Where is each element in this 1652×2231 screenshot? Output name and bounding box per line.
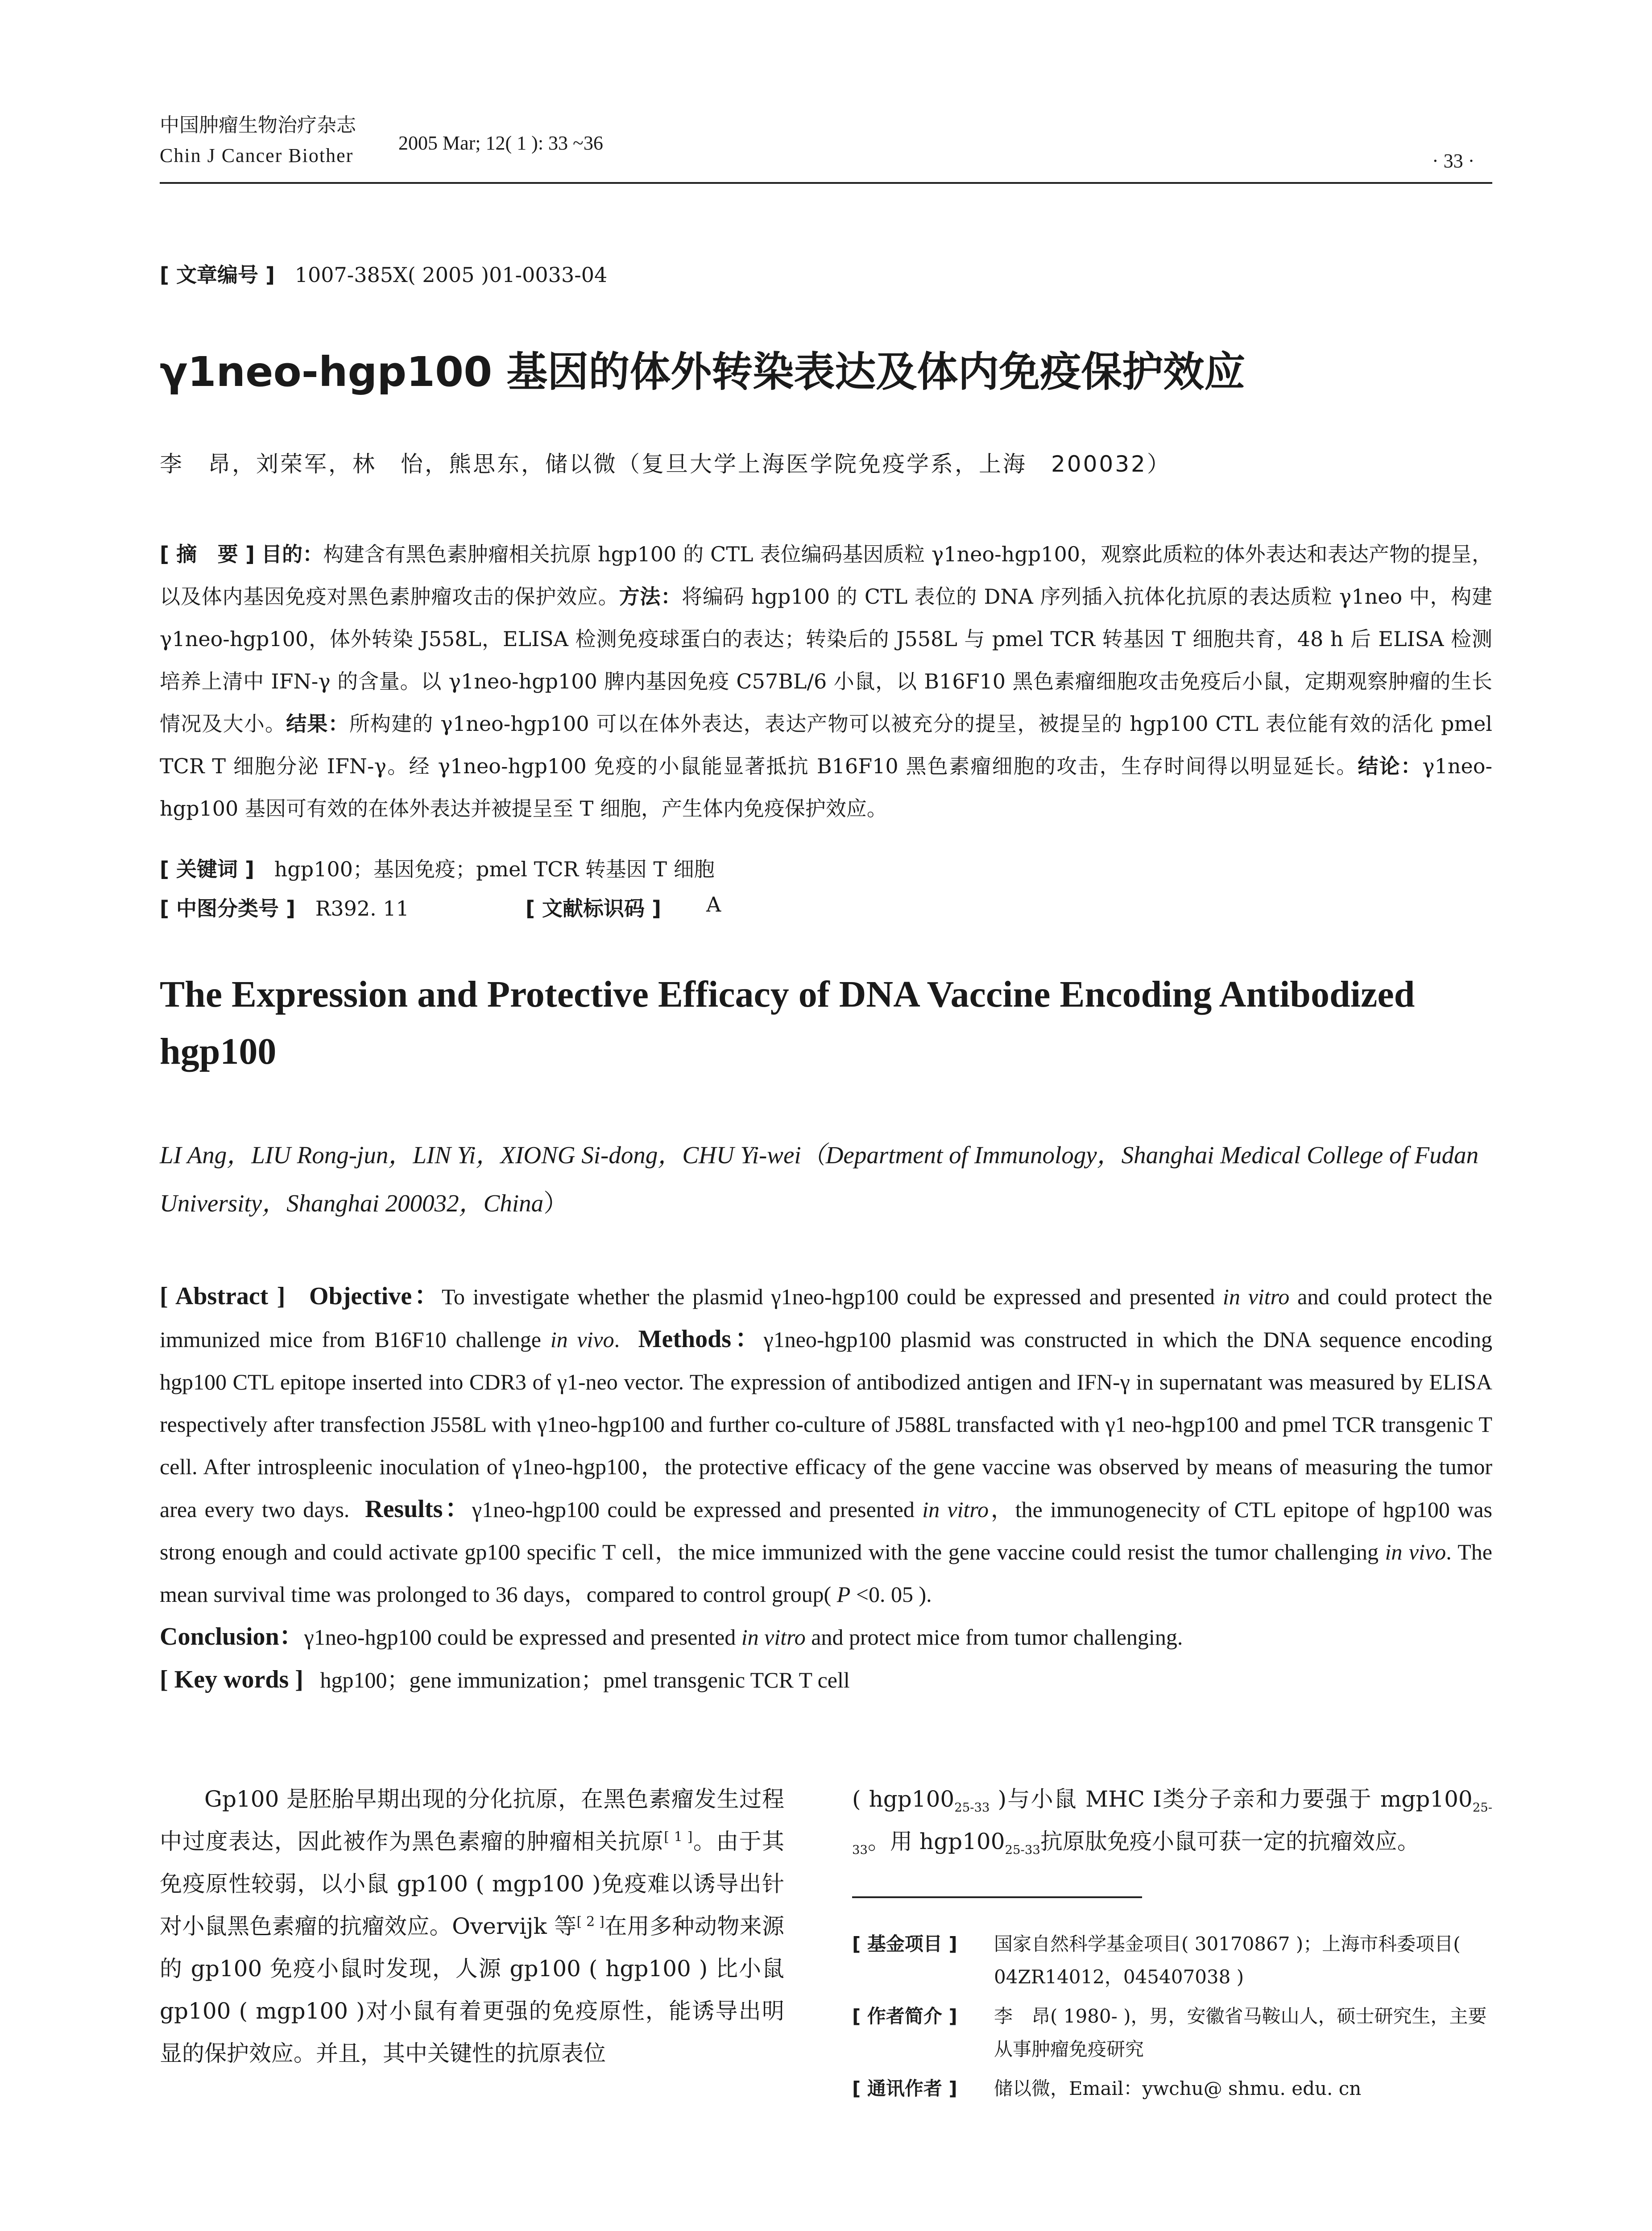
abstract-en-results-c: . The mean survival time was prolonged to 36 days，compared to control group(	[160, 1539, 1493, 1607]
body-p1-b: 。由于其免疫原性较弱，以小鼠 gp100 ( mgp100 )免疫难以诱导出针对小鼠黑色素瘤的抗瘤效应。Overvijk 等	[160, 1829, 784, 1939]
body-right-b: )与小鼠 MHC Ⅰ类分子亲和力要强于 mgp100	[990, 1786, 1473, 1812]
abstract-cn-conclusion: γ1neo-hgp100 基因可有效的在体外表达并被提呈至 T 细胞，产生体内免疫保护效应。	[160, 754, 1493, 821]
abstract-en-objective-c: .	[614, 1327, 620, 1352]
authors-en-close: ）	[543, 1190, 568, 1217]
footnote-author	[852, 2000, 1492, 2066]
authors-cn: 李 昂，刘荣军，林 怡，熊思东，储以微（复旦大学上海医学院免疫学系，上海 200032）	[160, 451, 1171, 477]
doc-code-value: A	[706, 892, 721, 916]
keywords-cn-text: hgp100；基因免疫；pmel TCR 转基因 T 细胞	[274, 857, 715, 881]
footnote-rule	[852, 1896, 1142, 1898]
footnote-fund	[852, 1928, 1492, 1994]
abstract-en-results-a: γ1neo-hgp100 could be expressed and presented	[472, 1497, 923, 1522]
abstract-cn	[160, 533, 1492, 830]
abstract-cn-results-label: 结果：	[286, 712, 349, 736]
abstract-en-conclusion-b: and protect mice from tumor challenging.	[805, 1625, 1183, 1650]
author-bio-label: [ 作者简介 ]	[852, 2005, 957, 2027]
clc-label: [ 中图分类号 ]	[160, 896, 296, 921]
corresponding-text: 储以微，Email：ywchu@ shmu. edu. cn	[994, 2078, 1362, 2099]
abstract-en-in-vivo-1: in vivo	[550, 1327, 614, 1352]
abstract-en-methods-label: Methods：	[638, 1325, 764, 1353]
journal-name-en: Chin J Cancer Biother	[160, 145, 354, 166]
article-number-label: [ 文章编号 ]	[160, 263, 275, 287]
classification	[160, 892, 1052, 922]
abstract-en-objective-b: and could protect the immunized mice from B16F10 challenge	[160, 1284, 1493, 1352]
abstract-cn-conclusion-label: 结论：	[1358, 754, 1423, 778]
abstract-cn-label: [ 摘 要 ]	[160, 542, 255, 566]
abstract-en-in-vivo-2: in vivo	[1385, 1539, 1446, 1564]
body-p1-c: 在用多种动物来源的 gp100 免疫小鼠时发现，人源 gp100 ( hgp100 ) 比小鼠 gp100 ( mgp100 )对小鼠有着更强的免疫原性，能诱导出明显的保护效应。并且，其中关键性的抗原表位	[160, 1913, 784, 2066]
article-number	[160, 259, 607, 288]
citation-2: [ 2 ]	[576, 1914, 604, 1930]
abstract-en-methods: γ1neo-hgp100 plasmid was constructed in which the DNA sequence encoding hgp100 CTL epitope inserted into CDR3 of γ1-neo vector. The expression of antibodized antigen and IFN-γ in supernatant was measured by ELISA respectively after transfection J558L with γ1neo-hgp100 and further co-culture of J588L transfacted with γ1 neo-hgp100 and pmel TCR transgenic T cell. After introspleenic inoculation of γ1neo-hgp100，the protective efficacy of the gene vaccine was observed by means of measuring the tumor area every two days.	[160, 1327, 1493, 1522]
abstract-cn-objective: 构建含有黑色素肿瘤相关抗原 hgp100 的 CTL 表位编码基因质粒 γ1neo-hgp100，观察此质粒的体外表达和表达产物的提呈，以及体内基因免疫对黑色素肿瘤攻击的保护效应。	[160, 542, 1493, 609]
fund-text: 国家自然科学基金项目( 30170867 )；上海市科委项目( 04ZR14012，045407038 )	[994, 1933, 1461, 1988]
fund-label: [ 基金项目 ]	[852, 1933, 957, 1955]
abstract-en-conclusion-label: Conclusion：	[160, 1623, 304, 1650]
abstract-en-objective-label: Objective：	[309, 1282, 442, 1310]
authors-en	[160, 1131, 1492, 1227]
body-right-column	[852, 1778, 1492, 1863]
subscript-1: 25-33	[954, 1800, 990, 1815]
abstract-en-in-vitro-1: in vitro	[1222, 1284, 1290, 1309]
title-cn: γ1neo-hgp100 基因的体外转染表达及体内免疫保护效应	[160, 348, 1246, 396]
abstract-cn-results: 所构建的 γ1neo-hgp100 可以在体外表达，表达产物可以被充分的提呈，被提呈的 hgp100 CTL 表位能有效的活化 pmel TCR T 细胞分泌 IFN-γ。经 γ1neo-hgp100 免疫的小鼠能显著抵抗 B16F10 黑色素瘤细胞的攻击，生存时间得以明显延长。	[160, 712, 1493, 778]
journal-issue: 2005 Mar; 12( 1 ): 33 ~36	[398, 132, 603, 154]
authors-en-names: LI Ang，LIU Rong-jun，LIN Yi，XIONG Si-dong，CHU Yi-wei（	[160, 1141, 826, 1169]
abstract-en-results-d: <0. 05 ).	[850, 1582, 932, 1607]
abstract-cn-objective-label: 目的：	[261, 542, 323, 566]
body-p1-a: Gp100 是胚胎早期出现的分化抗原，在黑色素瘤发生过程中过度表达，因此被作为黑色素瘤的肿瘤相关抗原	[160, 1786, 784, 1854]
abstract-en-label: [ Abstract ]	[160, 1282, 286, 1310]
citation-1: [ 1 ]	[664, 1829, 693, 1845]
abstract-en	[160, 1275, 1492, 1701]
abstract-en-results-label: Results：	[365, 1495, 472, 1523]
footnote-corresponding	[852, 2072, 1492, 2105]
keywords-en-text: hgp100；gene immunization；pmel transgenic TCR T cell	[320, 1667, 850, 1692]
title-en: The Expression and Protective Efficacy of DNA Vaccine Encoding Antibodized hgp100	[160, 974, 1415, 1072]
keywords-cn-label: [ 关键词 ]	[160, 857, 255, 881]
authors-en-affiliation: Department of Immunology，Shanghai Medical College of Fudan University，Shanghai 200032，China	[160, 1141, 1479, 1217]
journal-name-cn: 中国肿瘤生物治疗杂志	[160, 114, 356, 137]
author-bio-text: 李 昂( 1980- )，男，安徽省马鞍山人，硕士研究生，主要从事肿瘤免疫研究	[994, 2005, 1487, 2060]
body-right-a: ( hgp100	[852, 1786, 955, 1812]
article-number-value: 1007-385X( 2005 )01-0033-04	[294, 263, 608, 287]
abstract-en-conclusion-a: γ1neo-hgp100 could be expressed and presented	[304, 1625, 741, 1650]
body-left-column	[160, 1778, 784, 2075]
keywords-cn	[160, 853, 715, 883]
subscript-3: 25-33	[1005, 1843, 1040, 1857]
abstract-en-results-b: ，the immunogenecity of CTL epitope of hgp100 was strong enough and could activate gp100 specific T cell，the mice immunized with the gene vaccine could resist the tumor challenging	[160, 1497, 1493, 1564]
abstract-en-in-vitro-2: in vitro	[922, 1497, 989, 1522]
clc-value: R392. 11	[315, 896, 409, 921]
corresponding-label: [ 通讯作者 ]	[852, 2078, 957, 2099]
doc-code-label: [ 文献标识码 ]	[526, 896, 662, 921]
abstract-cn-methods: 将编码 hgp100 的 CTL 表位的 DNA 序列插入抗体化抗原的表达质粒 γ1neo 中，构建 γ1neo-hgp100，体外转染 J558L，ELISA 检测免疫球蛋白的表达；转染后的 J558L 与 pmel TCR 转基因 T 细胞共育，48 h 后 ELISA 检测培养上清中 IFN-γ 的含量。以 γ1neo-hgp100 脾内基因免疫 C57BL/6 小鼠，以 B16F10 黑色素瘤细胞攻击免疫后小鼠，定期观察肿瘤的生长情况及大小。	[160, 585, 1493, 736]
abstract-en-in-vitro-3: in vitro	[741, 1625, 806, 1650]
footnotes	[852, 1928, 1492, 2105]
body-right-c: 。用 hgp100	[868, 1829, 1005, 1854]
subscript-2: 25-33	[852, 1800, 1492, 1857]
body-right-d: 抗原肽免疫小鼠可获一定的抗瘤效应。	[1040, 1829, 1420, 1854]
abstract-cn-methods-label: 方法：	[619, 585, 682, 609]
keywords-en-label: [ Key words ]	[160, 1666, 303, 1693]
header-rule	[160, 182, 1492, 184]
abstract-en-p-value: P	[836, 1582, 851, 1607]
page-number: · 33 ·	[1432, 150, 1475, 172]
abstract-en-objective-a: To investigate whether the plasmid γ1neo-hgp100 could be expressed and presented	[441, 1284, 1223, 1309]
